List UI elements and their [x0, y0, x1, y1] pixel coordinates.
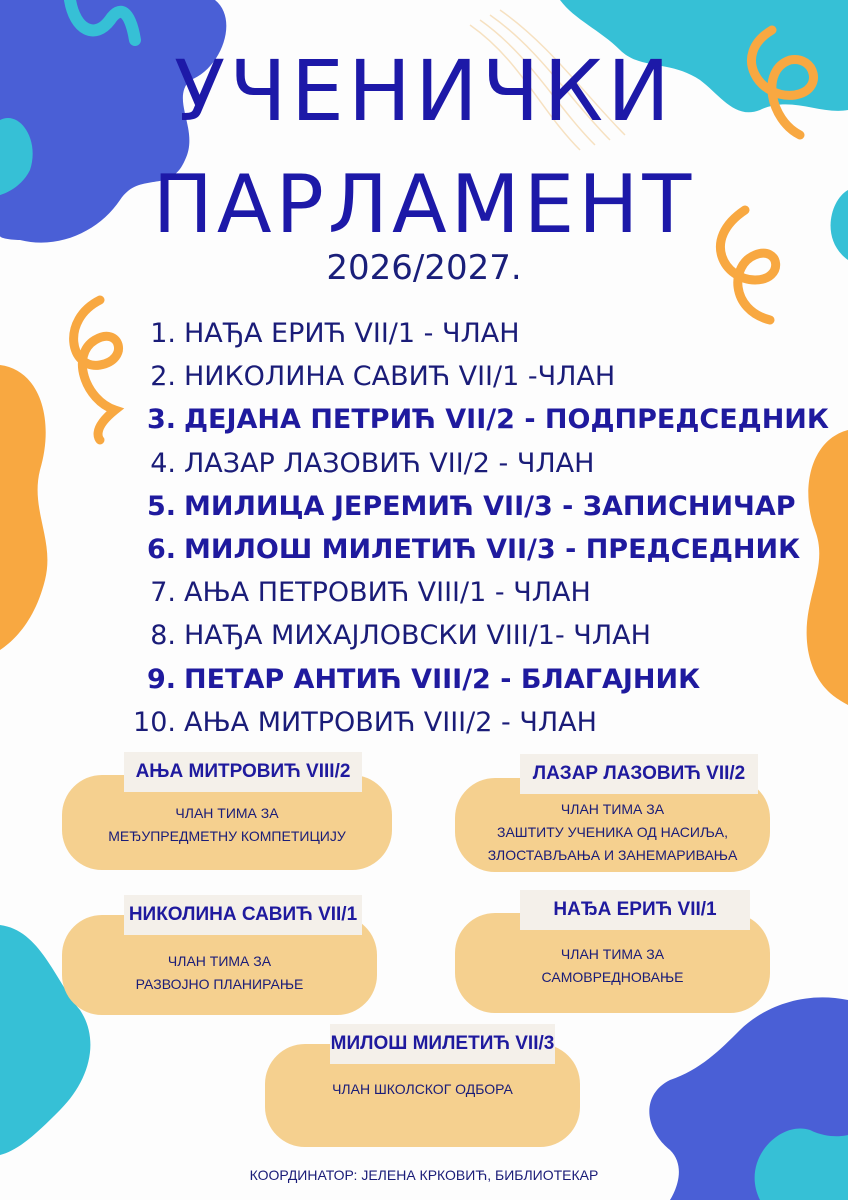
card-description: ЧЛАН ШКОЛСКОГ ОДБОРА: [332, 1081, 513, 1097]
list-item: 1. НАЂА ЕРИЋ VII/1 - ЧЛАН: [150, 318, 520, 349]
card-name: МИЛОШ МИЛЕТИЋ VII/3: [330, 1024, 555, 1064]
page-title-line1: УЧЕНИЧКИ: [174, 42, 674, 140]
role-card-nadja: [455, 888, 770, 1013]
list-item: 10. АЊА МИТРОВИЋ VIII/2 - ЧЛАН: [133, 706, 597, 738]
list-item: 4. ЛАЗАР ЛАЗОВИЋ VII/2 - ЧЛАН: [150, 447, 595, 479]
card-description: ЧЛАН ТИМА ЗА МЕЂУПРЕДМЕТНУ КОМПЕТИЦИЈУ: [108, 805, 346, 844]
card-name: ЛАЗАР ЛАЗОВИЋ VII/2: [520, 754, 758, 794]
role-card-milos: [265, 1022, 580, 1147]
role-card-lazar: [455, 752, 770, 872]
orange-squiggle-left: [74, 300, 119, 440]
list-item: 2. НИКОЛИНА САВИЋ VII/1 -ЧЛАН: [150, 361, 616, 393]
card-name: НАЂА ЕРИЋ VII/1: [520, 890, 750, 930]
list-item: 8. НАЂА МИХАЈЛОВСКИ VIII/1- ЧЛАН: [150, 620, 651, 652]
page-title-line2: ПАРЛАМЕНТ: [152, 158, 696, 251]
list-item: 5. МИЛИЦА ЈЕРЕМИЋ VII/3 - ЗАПИСНИЧАР: [146, 490, 796, 522]
role-card-nikolina: [62, 895, 377, 1015]
list-item: 7. АЊА ПЕТРОВИЋ VIII/1 - ЧЛАН: [150, 577, 591, 609]
member-list: [128, 312, 829, 744]
orange-blob-left: [0, 365, 47, 650]
card-name: АЊА МИТРОВИЋ VIII/2: [124, 752, 362, 792]
card-name: НИКОЛИНА САВИЋ VII/1: [124, 895, 362, 935]
list-item: 3. ДЕЈАНА ПЕТРИЋ VII/2 - ПОДПРЕДСЕДНИК: [146, 404, 829, 436]
school-year: 2026/2027.: [326, 248, 522, 288]
role-card-anja: [62, 750, 392, 870]
card-description: ЧЛАН ТИМА ЗА САМОВРЕДНОВАЊЕ: [541, 946, 684, 985]
list-item: 9. ПЕТАР АНТИЋ VIII/2 - БЛАГАЈНИК: [146, 663, 701, 695]
card-description: ЧЛАН ТИМА ЗА ЗАШТИТУ УЧЕНИКА ОД НАСИЉА, ЗЛОСТАВЉАЊА И ЗАНЕМАРИВАЊА: [487, 801, 738, 863]
coordinator-footer: КООРДИНАТОР: ЈЕЛЕНА КРКОВИЋ, БИБЛИОТЕКАР: [249, 1167, 599, 1183]
card-description: ЧЛАН ТИМА ЗА РАЗВОЈНО ПЛАНИРАЊЕ: [135, 953, 304, 992]
list-item: 6. МИЛОШ МИЛЕТИЋ VII/3 - ПРЕДСЕДНИК: [146, 533, 801, 565]
